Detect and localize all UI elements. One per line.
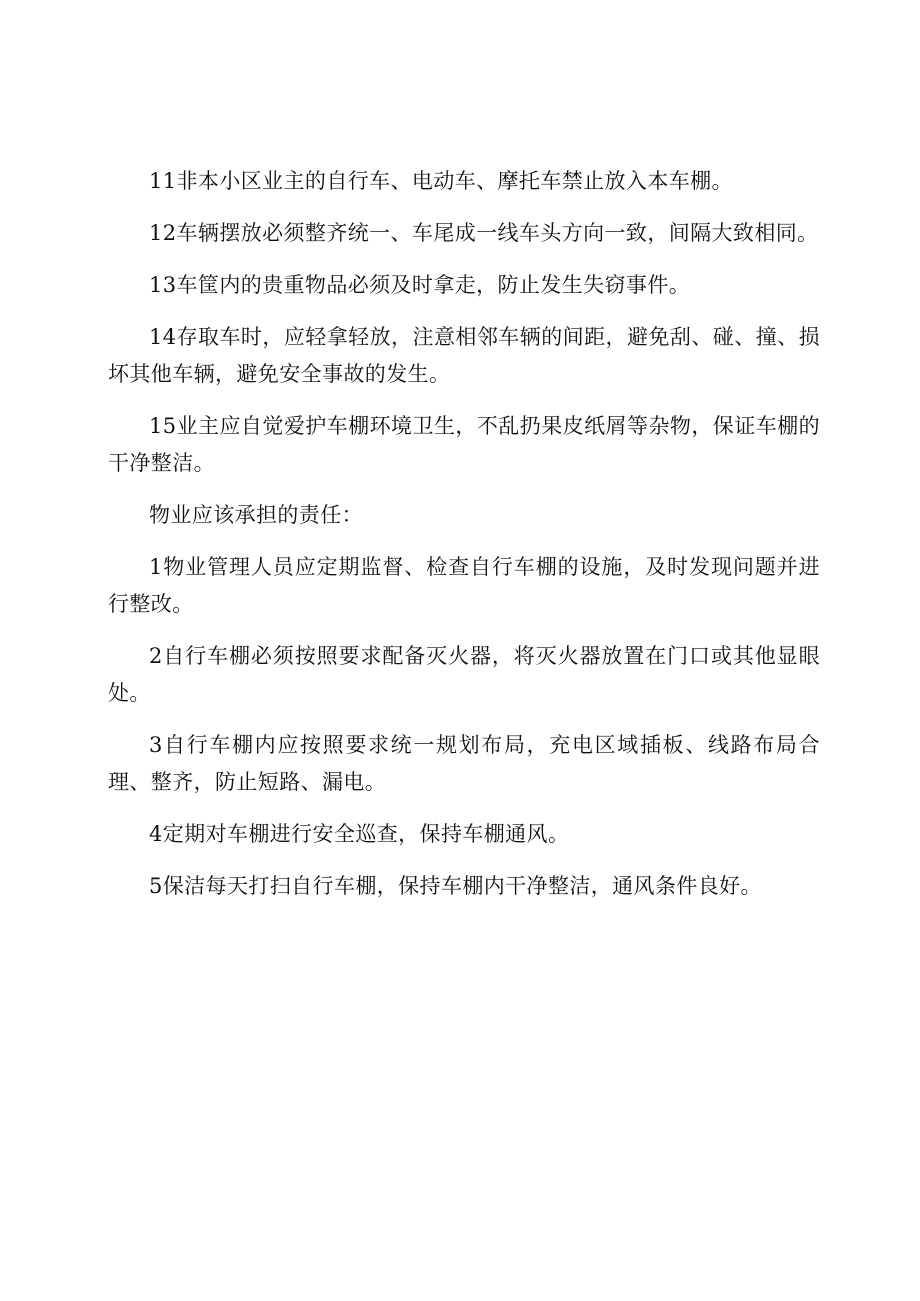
responsibility-paragraph-4: 4定期对车棚进行安全巡查，保持车棚通风。	[149, 822, 570, 846]
rule-paragraph-14: 14存取车时，应轻拿轻放，注意相邻车辆的间距，避免刮、碰、撞、损坏其他车辆，避免安全事故的发生。	[108, 325, 820, 386]
document-page	[108, 163, 820, 920]
responsibility-paragraph-1: 1物业管理人员应定期监督、检查自行车棚的设施，及时发现问题并进行整改。	[108, 555, 820, 616]
rule-paragraph-12: 12车辆摆放必须整齐统一、车尾成一线车头方向一致，间隔大致相同。	[149, 221, 819, 245]
rule-paragraph-15: 15业主应自觉爱护车棚环境卫生，不乱扔果皮纸屑等杂物，保证车棚的干净整洁。	[108, 414, 820, 475]
responsibility-paragraph-3: 3自行车棚内应按照要求统一规划布局，充电区域插板、线路布局合理、整齐，防止短路、漏电。	[108, 733, 820, 794]
responsibility-paragraph-2: 2自行车棚必须按照要求配备灭火器，将灭火器放置在门口或其他显眼处。	[108, 644, 820, 705]
responsibility-paragraph-5: 5保洁每天打扫自行车棚，保持车棚内干净整洁，通风条件良好。	[149, 874, 762, 898]
section-heading-property-responsibilities: 物业应该承担的责任：	[149, 503, 363, 527]
rule-paragraph-13: 13车筐内的贵重物品必须及时拿走，防止发生失窃事件。	[149, 273, 691, 297]
rule-paragraph-11: 11非本小区业主的自行车、电动车、摩托车禁止放入本车棚。	[149, 169, 733, 193]
